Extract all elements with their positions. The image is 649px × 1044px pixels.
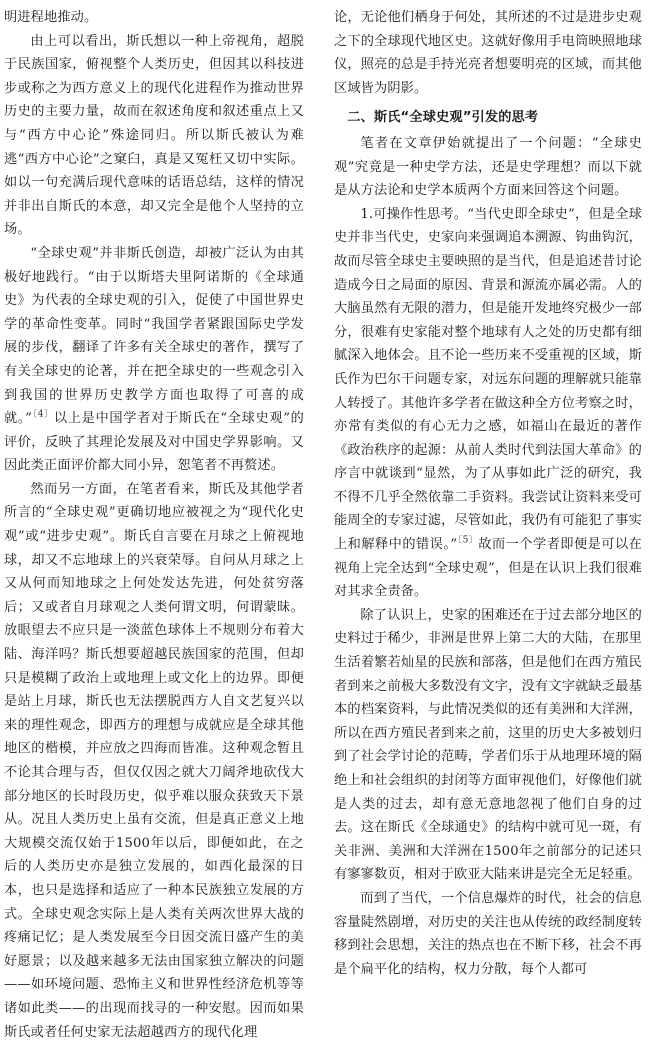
paragraph-information-age: 而到了当代，一个信息爆炸的时代，社会的信息容量陡然剧增，对历史的关注也从传统的政经制度转移到社会思想，关注的热点也在不断下移，社会不再是个扁平化的结构，权力分散，每个人都可	[334, 890, 642, 977]
paragraph-operability	[334, 203, 642, 604]
right-column	[334, 6, 642, 977]
citation-marker-4: 〔4〕	[32, 409, 54, 420]
paragraph-text: 故而一个学者即便是可以在视角上完全达到“全球史观”，但是在认识上我们很难对其求全责备。	[334, 537, 642, 600]
paragraph-sources-scarcity: 除了认识上，史家的困难还在于过去部分地区的史料过于稀少，非洲是世界上第二大的大陆，在那里生活着繁若灿星的民族和部落，但是他们在西方殖民者到来之前极大多数没有文字，没有文字就缺乏最基本的档案资料，与此情况类似的还有美洲和大洋洲，所以在西方殖民者到来之前，这里的历史大多被划归到了社会学讨论的范畴，学者们乐于从地理环境的隔绝上和社会组织的封闭等方面审视他们，好像他们就是人类的过去，却有意无意地忽视了他们自身的过去。这在斯氏《全球通史》的结构中就可见一斑，有关非洲、美洲和大洋洲在1500年之前部分的记述只有寥寥数页，相对于欧亚大陆来讲是完全无足轻重。	[334, 607, 642, 883]
paragraph-continuation: 明进程地推动。	[4, 10, 98, 25]
paragraph-stavrianos-perspective: 由上可以看出，斯氏想以一种上帝视角，超脱于民族国家，俯视整个人类历史，但因其以科技进步或称之为西方意义上的现代化进程作为推动世界历史的主要力量，故而在叙述角度和叙述重点上又与“西方中心论”殊途同归。所以斯氏被认为难逃“西方中心论”之窠臼，真是又冤枉又切中实际。如以一句充满后现代意味的话语总结，这样的情况并非出自斯氏的本意，却又完全是他个人坚持的立场。	[4, 33, 304, 238]
paragraph-text: 1.可操作性思考。“当代史即全球史”，但是全球史并非当代史，史家向来强调追本溯源、钩曲钩沉，故而尽管全球史主要映照的是当代，但是追述昔讨论造成今日之局面的原因、背景和源流亦属必需。人的大脑虽然有无限的潜力，但是能开发地终究极少一部分，很难有史家能对整个地球有人之处的历史都有细腻深入地体会。且不论一些历来不受重视的区域，斯氏作为巴尔干问题专家，对远东问题的理解就只能靠人转授了。其他许多学者在做这种全方位考察之时，亦常有类似的有心无力之感，如福山在最近的著作《政治秩序的起源：从前人类时代到法国大革命》的序言中就谈到“显然，为了从事如此广泛的研究，我不得不几乎全然依靠二手资料。我尝试让资料来受可能周全的专家过滤，尽管如此，我仍有可能犯了事实上和解释中的错误。”	[334, 206, 642, 553]
section-heading: 二、斯氏“全球史观”引发的思考	[347, 110, 539, 126]
paragraph-modernization-critique: 然而另一方面，在笔者看来，斯氏及其他学者所言的“全球史观”更确切地应被视之为“现代化史观”或“进步史观”。斯氏自言要在月球之上俯视地球，却又不忘地球上的兴衰荣辱。自问从月球之上又从何而知地球之上何处发达先进，何处贫穷落后；又或者自月球观之人类何谓文明，何谓蒙昧。放眼望去不应只是一淡蓝色球体上不规则分布着大陆、海洋吗？斯氏想要超越民族国家的范围，但却只是模糊了政治上或地理上或文化上的边界。即便是站上月球，斯氏也无法摆脱西方人自文艺复兴以来的理性观念，即西方的理想与成就应是全球其他地区的楷模，并应放之四海而皆准。这种观念暂且不论其合理与否，但仅仅因之就大刀阔斧地砍伐大部分地区的长时段历史，似乎难以服众获致天下景从。况且人类历史上虽有交流，但是真正意义上地大规模交流仅始于1500年以后，即便如此，在之后的人类历史亦是独立发展的，如西化最深的日本，也只是选择和适应了一种本民族独立发展的方式。全球史观念实际上是人类有关两次世界大战的疼痛记忆；是人类发展至今日因交流日盛产生的美好愿景；以及越来越多无法由国家独立解决的问题——如环境问题、恐怖主义和世界性经济危机等等诸如此类——的出现而找寻的一种安慰。因而如果斯氏或者任何史家无法超越西方的现代化理	[4, 481, 304, 1040]
citation-marker-5: 〔5〕	[457, 535, 479, 546]
left-column	[4, 6, 304, 1040]
paragraph-global-history-reception	[4, 242, 304, 478]
paragraph-text: 以上是中国学者对于斯氏在“全球史观”的评价，反映了其理论发展及对中国史学界影响。又因此类正面评价都大同小异，恕笔者不再赘述。	[4, 411, 304, 474]
paragraph-question: 笔者在文章伊始就提出了一个问题：“全球史观”究竟是一种史学方法，还是史学理想？而以下就是从方法论和史学本质两个方面来回答这个问题。	[334, 135, 642, 199]
paragraph-flashlight-metaphor: 论，无论他们栖身于何处，其所述的不过是进步史观之下的全球现代地区史。这就好像用手电筒映照地球仪，照亮的总是手持光亮者想要明亮的区域，而其他区域皆为阴影。	[334, 10, 642, 96]
paragraph-text: “全球史观”并非斯氏创造，却被广泛认为由其极好地践行。“由于以斯塔夫里阿诺斯的《全球通史》为代表的全球史观的引入，促使了中国世界史学的革命性变革。同时“我国学者紧跟国际史学发展的步伐，翻译了许多有关全球史的著作，撰写了有关全球史的论著，并在把全球史的一些观念引入到我国的世界历史教学方面也取得了可喜的成就。”	[4, 245, 304, 427]
